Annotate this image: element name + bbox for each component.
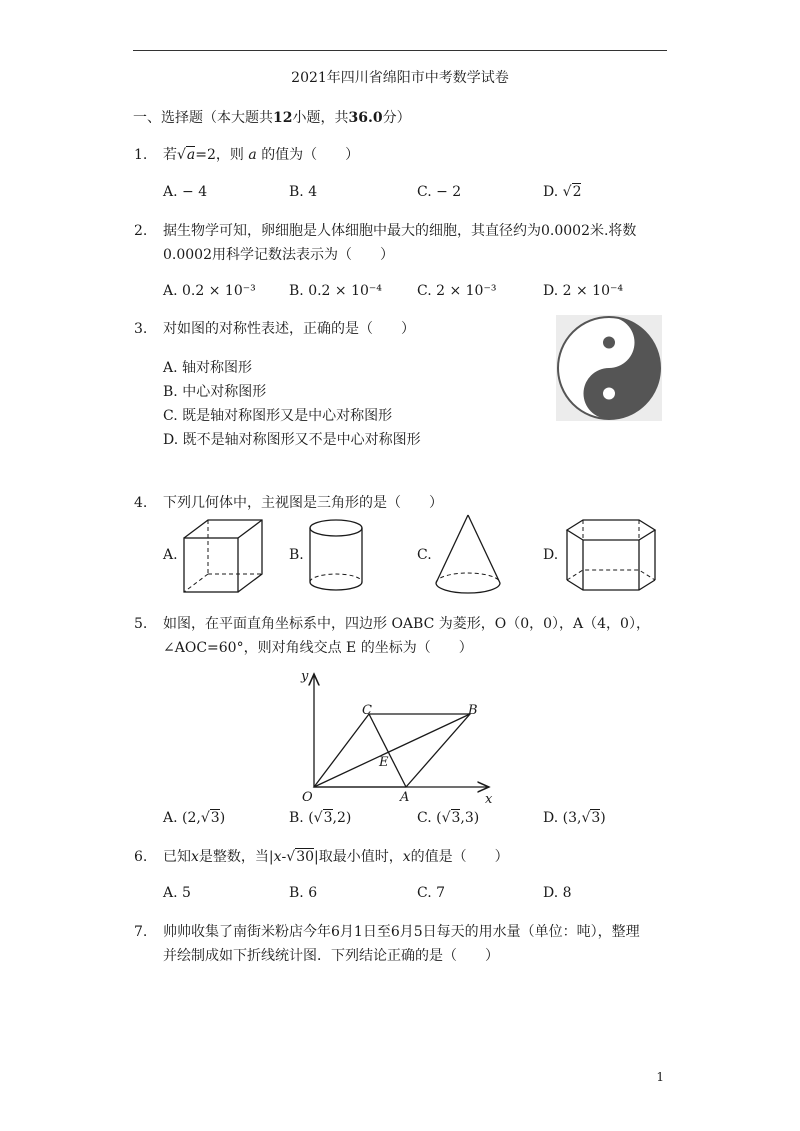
option-a: A. 轴对称图形: [163, 360, 253, 376]
cylinder-figure: [307, 518, 365, 594]
svg-text:B: B: [468, 703, 478, 718]
question-number: 3.: [134, 321, 148, 337]
option-c: C. 既是轴对称图形又是中心对称图形: [163, 408, 393, 424]
question-number: 2.: [134, 223, 148, 239]
option-c: C. (√3,3): [417, 810, 480, 826]
option-b: B. 0.2 × 10⁻⁴: [289, 283, 382, 299]
svg-text:O: O: [302, 790, 313, 805]
question-number: 6.: [134, 849, 148, 865]
svg-text:C: C: [362, 703, 372, 718]
question-number: 1.: [134, 147, 148, 163]
option-c: C. − 2: [417, 184, 462, 200]
option-a: A. − 4: [163, 184, 208, 200]
question-5-text: 如图，在平面直角坐标系中，四边形 OABC 为菱形，O（0，0），A（4，0）， ∠AOC=60°，则对角线交点 E 的坐标为（ ）: [163, 616, 650, 656]
svg-text:A: A: [400, 790, 410, 805]
hexagonal-prism-figure: [563, 516, 659, 594]
option-d: D. (3,√3): [543, 810, 606, 826]
option-d: D. 2 × 10⁻⁴: [543, 283, 623, 299]
option-b: B. 4: [289, 184, 318, 200]
option-a: A. 0.2 × 10⁻³: [163, 283, 256, 299]
header-rule: [133, 50, 667, 51]
question-2-text: 据生物学可知，卵细胞是人体细胞中最大的细胞，其直径约为0.0002米.将数0.0002用科学记数法表示为（ ）: [163, 223, 637, 263]
option-b: B. (√3,2): [289, 810, 352, 826]
question-6-text: 已知x是整数，当|x-√30|取最小值时，x的值是（ ）: [163, 849, 509, 865]
option-a: A. 5: [163, 885, 191, 901]
rhombus-coordinate-figure: [296, 666, 506, 808]
cube-figure: [182, 518, 268, 594]
option-d: D. 既不是轴对称图形又不是中心对称图形: [163, 432, 421, 448]
taiji-figure: [556, 315, 662, 421]
option-d: D. √2: [543, 184, 582, 200]
question-4-text: 下列几何体中，主视图是三角形的是（ ）: [163, 495, 443, 511]
question-number: 4.: [134, 495, 148, 511]
question-number: 5.: [134, 616, 148, 632]
option-d: D. 8: [543, 885, 572, 901]
cone-figure: [432, 513, 504, 597]
svg-text:E: E: [379, 755, 389, 770]
section-heading: 一、选择题（本大题共12小题，共36.0分）: [133, 110, 411, 126]
option-c: C.: [417, 547, 432, 563]
option-a: A. (2,√3): [163, 810, 226, 826]
option-b: B.: [289, 547, 304, 563]
option-b: B. 中心对称图形: [163, 384, 267, 400]
paper-title: 2021年四川省绵阳市中考数学试卷: [291, 70, 509, 86]
option-b: B. 6: [289, 885, 318, 901]
option-d: D.: [543, 547, 559, 563]
question-1-text: 若√a=2，则 a 的值为（ ）: [163, 147, 360, 163]
question-7-text: 帅帅收集了南街米粉店今年6月1日至6月5日每天的用水量（单位：吨），整理 并绘制成如下折线统计图．下列结论正确的是（ ）: [163, 924, 640, 964]
svg-text:x: x: [485, 792, 493, 807]
svg-text:y: y: [301, 669, 309, 684]
option-a: A.: [163, 547, 178, 563]
question-3-text: 对如图的对称性表述，正确的是（ ）: [163, 321, 415, 337]
option-c: C. 2 × 10⁻³: [417, 283, 497, 299]
option-c: C. 7: [417, 885, 446, 901]
question-number: 7.: [134, 924, 148, 940]
